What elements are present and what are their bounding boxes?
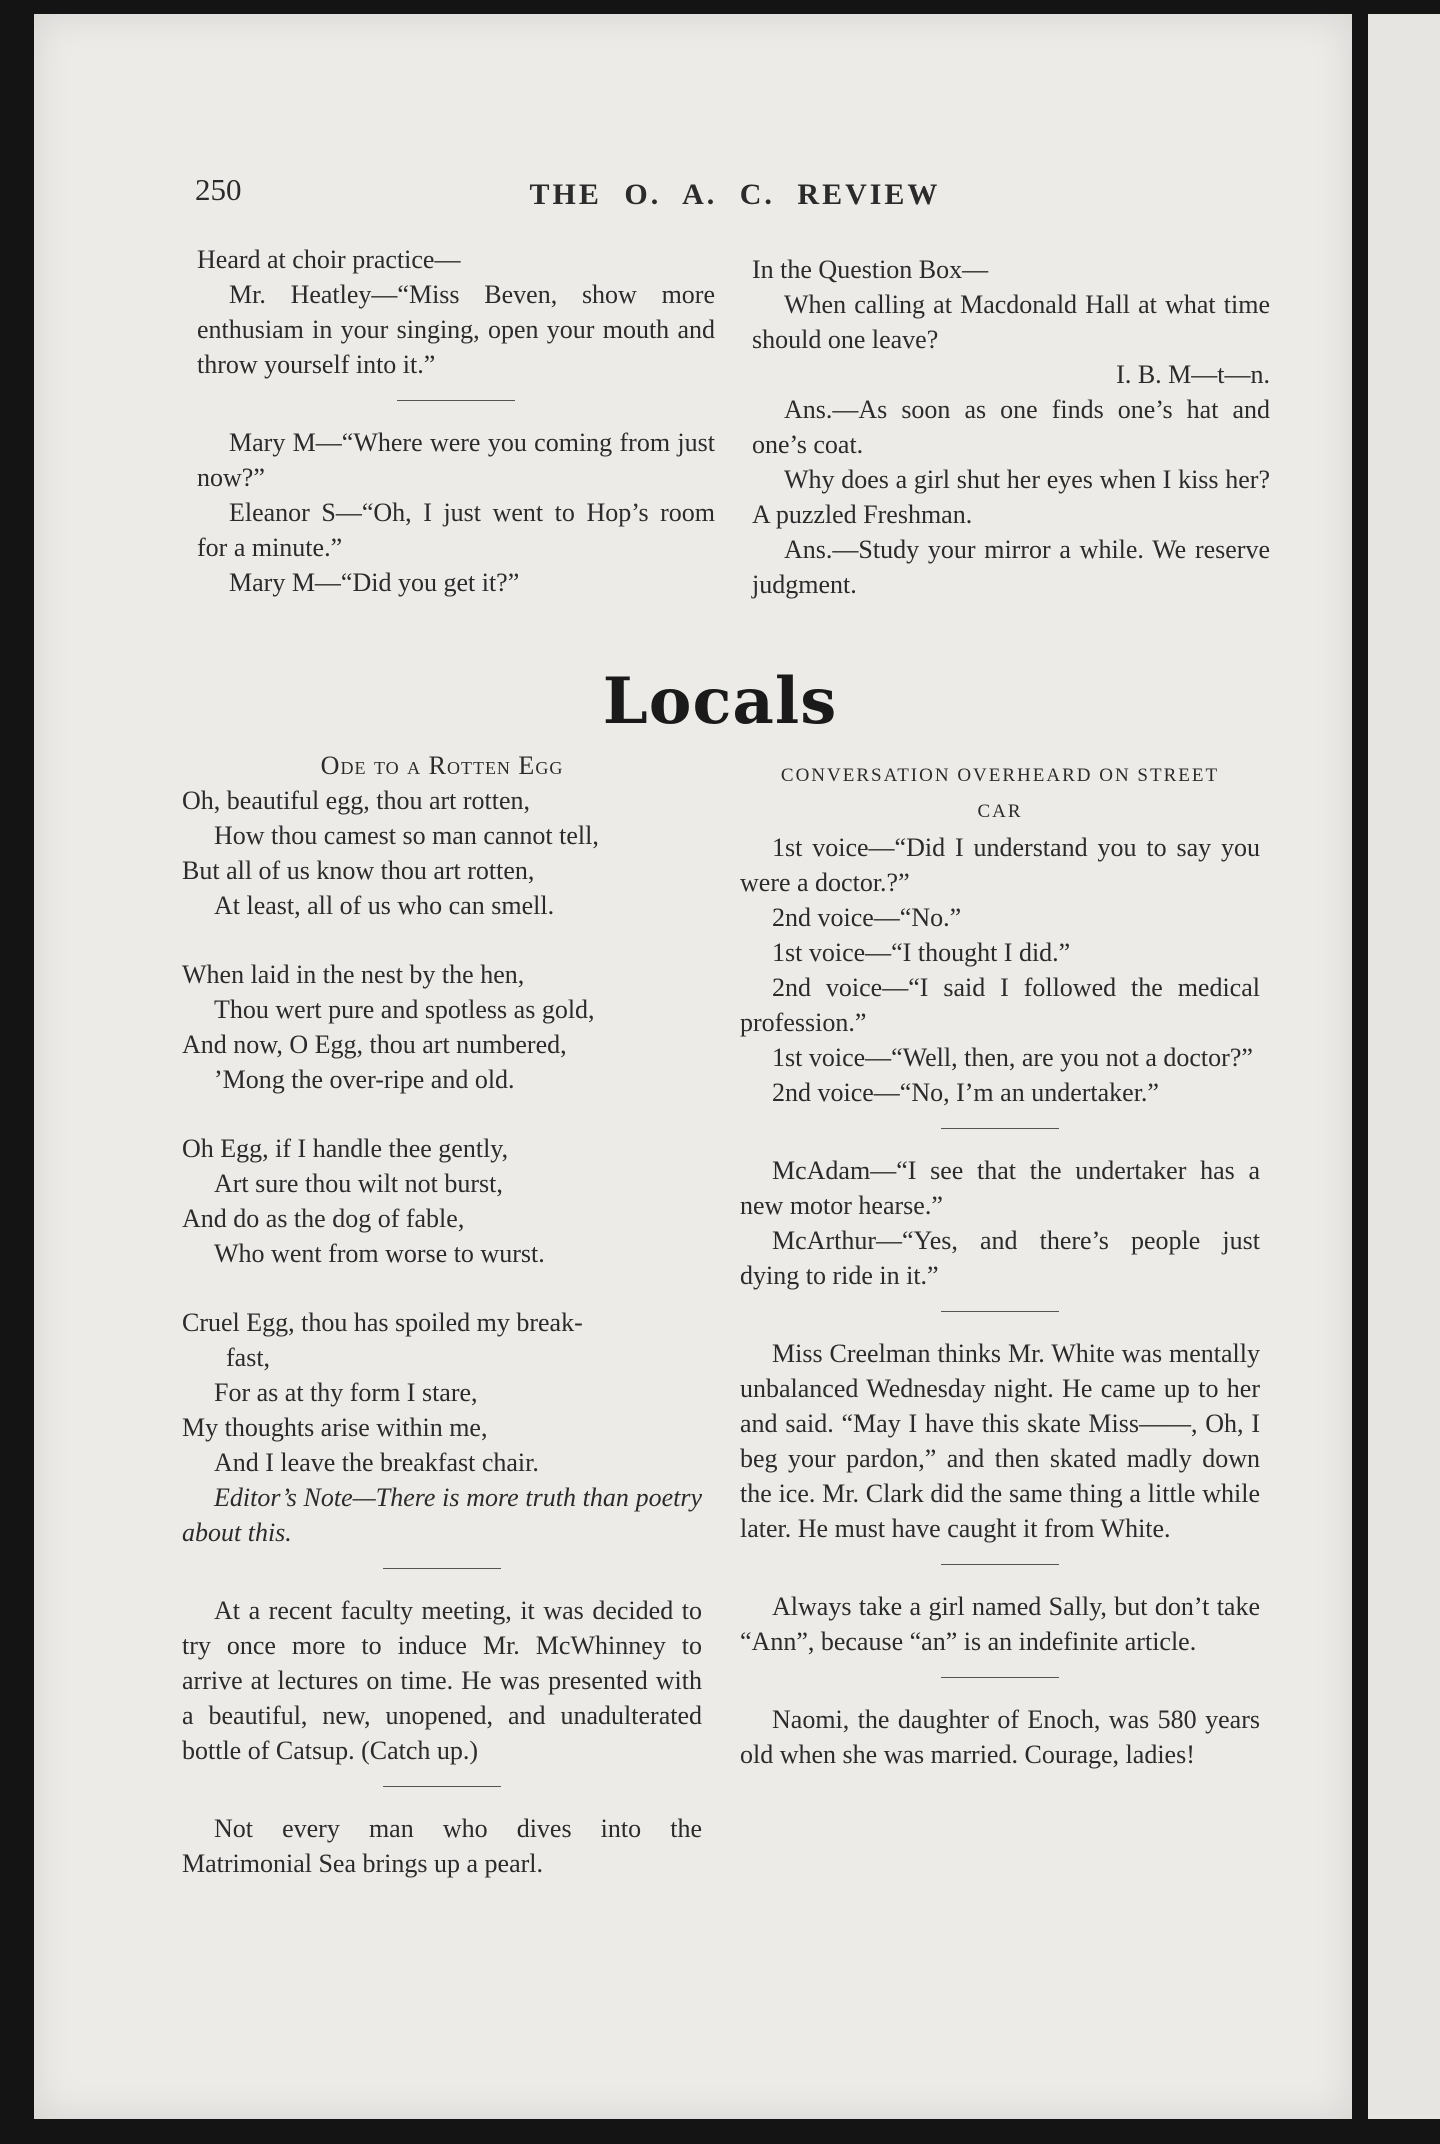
poem-line: Oh Egg, if I handle thee gently, xyxy=(182,1134,509,1163)
poem-line: How thou camest so man cannot tell, xyxy=(214,821,599,850)
poem-stanza-1 xyxy=(182,783,702,923)
divider-rule xyxy=(383,1568,501,1569)
mary-line-1: Mary M—“Where were you coming from just now?” xyxy=(197,428,715,492)
bottom-left-column xyxy=(182,748,702,1881)
top-left-column xyxy=(197,242,715,600)
conversation-line: 2nd voice—“I said I followed the medical profession.” xyxy=(740,973,1260,1037)
poem-line: Art sure thou wilt not burst, xyxy=(214,1169,503,1198)
poem-line: Cruel Egg, thou has spoiled my break- xyxy=(182,1308,583,1337)
poem-line: fast, xyxy=(226,1343,271,1372)
question-2: Why does a girl shut her eyes when I kiss her? A puzzled Freshman. xyxy=(752,465,1270,529)
question-1: When calling at Macdonald Hall at what time should one leave? xyxy=(752,290,1270,354)
question-box-intro: In the Question Box— xyxy=(752,255,989,284)
creelman-item: Miss Creelman thinks Mr. White was mentally unbalanced Wednesday night. He came up to her and said. “May I have this skate Miss——, Oh, I beg your pardon,” and then skated madly down the ice. Mr. Clark did the same thing a little while later. He must have caught it from White. xyxy=(740,1339,1260,1543)
divider-rule xyxy=(941,1311,1059,1312)
conversation-line: 1st voice—“I thought I did.” xyxy=(772,938,1071,967)
page-number: 250 xyxy=(195,172,242,207)
top-right-column xyxy=(752,252,1270,602)
poem-stanza-3 xyxy=(182,1131,702,1271)
poem-line: Thou wert pure and spotless as gold, xyxy=(214,995,595,1024)
pearl-item: Not every man who dives into the Matrimonial Sea brings up a pearl. xyxy=(182,1814,702,1878)
poem-line: At least, all of us who can smell. xyxy=(214,891,555,920)
poem-title: Ode to a Rotten Egg xyxy=(320,751,564,780)
poem-line: My thoughts arise within me, xyxy=(182,1413,488,1442)
poem-line: And I leave the breakfast chair. xyxy=(214,1448,539,1477)
mcadam-line: McAdam—“I see that the undertaker has a new motor hearse.” xyxy=(740,1156,1260,1220)
poem-line: For as at thy form I stare, xyxy=(214,1378,478,1407)
journal-title: THE O. A. C. REVIEW xyxy=(529,178,941,211)
page-header xyxy=(195,172,1275,222)
mcarthur-line: McArthur—“Yes, and there’s people just dying to ride in it.” xyxy=(740,1226,1260,1290)
divider-rule xyxy=(941,1564,1059,1565)
section-title: Locals xyxy=(602,664,838,739)
conversation-line: 1st voice—“Did I understand you to say you were a doctor.?” xyxy=(740,833,1260,897)
poem-stanza-2 xyxy=(182,957,702,1097)
poem-line: Who went from worse to wurst. xyxy=(214,1239,545,1268)
mary-line-2: Mary M—“Did you get it?” xyxy=(229,568,520,597)
conversation-line: 1st voice—“Well, then, are you not a doctor?” xyxy=(772,1043,1253,1072)
divider-rule xyxy=(941,1677,1059,1678)
choir-intro: Heard at choir practice— xyxy=(197,245,461,274)
poem-line: ’Mong the over-ripe and old. xyxy=(214,1065,515,1094)
answer-1: Ans.—As soon as one finds one’s hat and one’s coat. xyxy=(752,395,1270,459)
question-1-signature: I. B. M—t—n. xyxy=(1116,360,1270,389)
divider-rule xyxy=(397,400,515,401)
poem-stanza-4 xyxy=(182,1305,702,1480)
poem-line: When laid in the nest by the hen, xyxy=(182,960,525,989)
conversation-line: 2nd voice—“No.” xyxy=(772,903,962,932)
divider-rule xyxy=(941,1128,1059,1129)
faculty-meeting-item: At a recent faculty meeting, it was decided to try once more to induce Mr. McWhinney to arrive at lectures on time. He was presented with a beautiful, new, unopened, and unadulterated bottle of Catsup. (Catch up.) xyxy=(182,1596,702,1765)
conversation-line: 2nd voice—“No, I’m an undertaker.” xyxy=(772,1078,1159,1107)
poem-line: But all of us know thou art rotten, xyxy=(182,856,535,885)
sally-item: Always take a girl named Sally, but don’t take “Ann”, because “an” is an indefinite article. xyxy=(740,1592,1260,1656)
editors-note: Editor’s Note—There is more truth than poetry about this. xyxy=(182,1483,702,1547)
bottom-right-column xyxy=(740,758,1260,1772)
naomi-item: Naomi, the daughter of Enoch, was 580 years old when she was married. Courage, ladies! xyxy=(740,1705,1260,1769)
poem-line: And do as the dog of fable, xyxy=(182,1204,465,1233)
poem-line: And now, O Egg, thou art numbered, xyxy=(182,1030,567,1059)
divider-rule xyxy=(383,1786,501,1787)
conversation-title: CONVERSATION OVERHEARD ON STREET xyxy=(780,765,1220,786)
answer-2: Ans.—Study your mirror a while. We reserve judgment. xyxy=(752,535,1270,599)
conversation-title-continued: CAR xyxy=(977,801,1023,822)
eleanor-line: Eleanor S—“Oh, I just went to Hop’s room for a minute.” xyxy=(197,498,715,562)
poem-line: Oh, beautiful egg, thou art rotten, xyxy=(182,786,531,815)
adjacent-page-edge xyxy=(1368,14,1440,2119)
choir-quote: Mr. Heatley—“Miss Beven, show more enthusiam in your singing, open your mouth and throw yourself into it.” xyxy=(197,280,715,379)
